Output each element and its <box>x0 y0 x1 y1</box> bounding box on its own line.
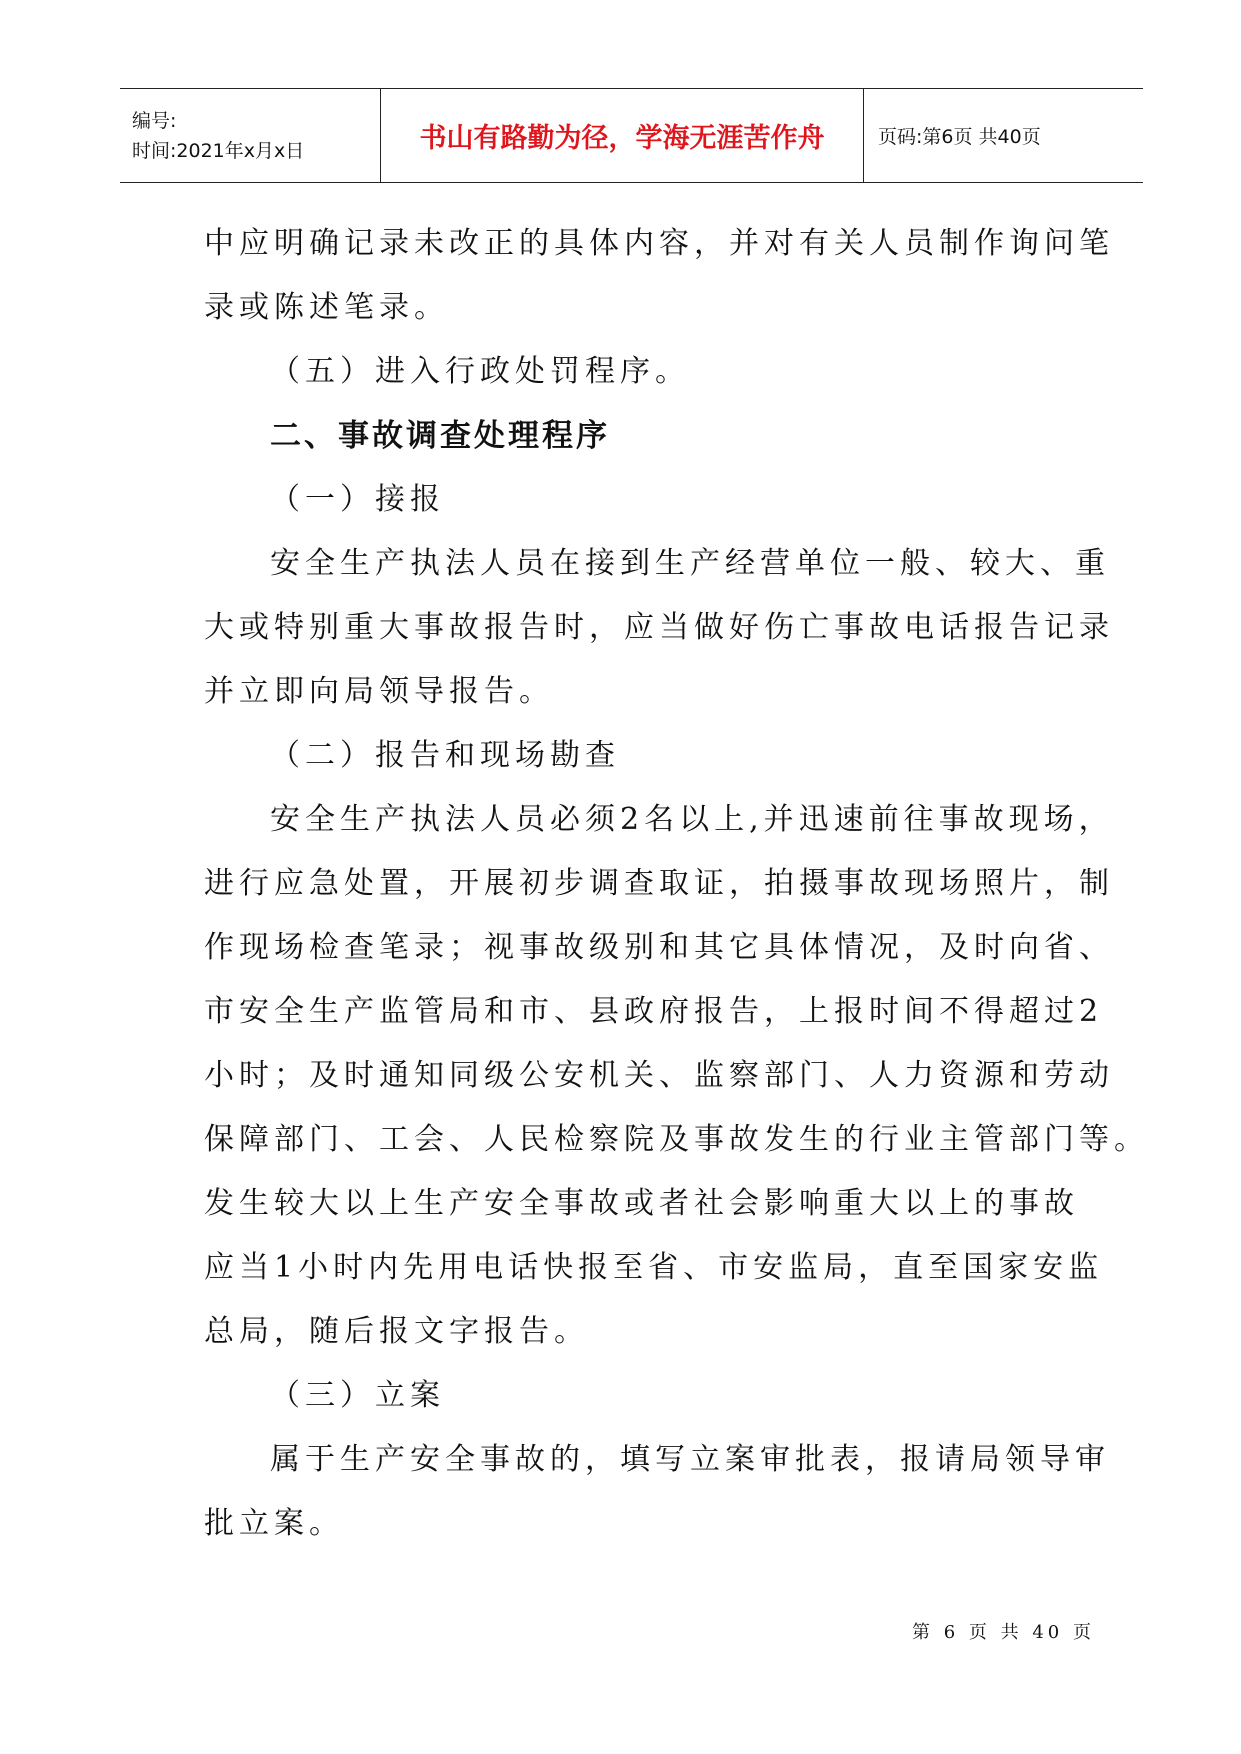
page-info-cell <box>864 89 1143 182</box>
body-text-line: 作现场检查笔录；视事故级别和其它具体情况，及时向省、 <box>204 930 1114 965</box>
subsection-heading: （三）立案 <box>270 1378 445 1413</box>
page-footer <box>912 1618 1095 1644</box>
section-heading: 二、事故调查处理程序 <box>270 418 610 454</box>
document-header <box>120 88 1143 183</box>
body-text-line: 录或陈述笔录。 <box>204 290 449 325</box>
header-meta <box>120 89 380 182</box>
body-text-line: 大或特别重大事故报告时，应当做好伤亡事故电话报告记录 <box>204 610 1114 645</box>
motto-cell <box>380 89 864 182</box>
body-text-line: 保障部门、工会、人民检察院及事故发生的行业主管部门等。 <box>204 1122 1149 1157</box>
body-text-line: 总局，随后报文字报告。 <box>204 1314 589 1349</box>
body-text-line: 中应明确记录未改正的具体内容，并对有关人员制作询问笔 <box>204 226 1114 261</box>
body-text-line: 应当1小时内先用电话快报至省、市安监局，直至国家安监 <box>204 1250 1104 1285</box>
body-text-line: 并立即向局领导报告。 <box>204 674 554 709</box>
body-text-line: 属于生产安全事故的，填写立案审批表，报请局领导审 <box>270 1442 1110 1477</box>
page-info-label: 页码:第6页 共40页 <box>878 126 1041 148</box>
body-text-line: 进行应急处置，开展初步调查取证，拍摄事故现场照片，制 <box>204 866 1114 901</box>
body-text-line: 小时；及时通知同级公安机关、监察部门、人力资源和劳动 <box>204 1058 1114 1093</box>
serial-number-label: 编号: <box>132 109 177 132</box>
motto-text: 书山有路勤为径，学海无涯苦作舟 <box>419 123 825 154</box>
subsection-heading: （一）接报 <box>270 482 445 517</box>
body-text-line: 发生较大以上生产安全事故或者社会影响重大以上的事故 <box>204 1186 1079 1221</box>
body-text-line: 安全生产执法人员必须2名以上,并迅速前往事故现场， <box>270 802 1114 837</box>
footer-page-number: 第 6 页 共 40 页 <box>912 1622 1095 1643</box>
subsection-heading: （五）进入行政处罚程序。 <box>270 354 690 389</box>
body-text-line: 市安全生产监管局和市、县政府报告，上报时间不得超过2 <box>204 994 1104 1029</box>
body-text-line: 安全生产执法人员在接到生产经营单位一般、较大、重 <box>270 546 1110 581</box>
date-label: 时间:2021年x月x日 <box>132 139 305 162</box>
body-text-line: 批立案。 <box>204 1506 344 1541</box>
subsection-heading: （二）报告和现场勘查 <box>270 738 620 773</box>
document-body <box>204 212 1149 1556</box>
